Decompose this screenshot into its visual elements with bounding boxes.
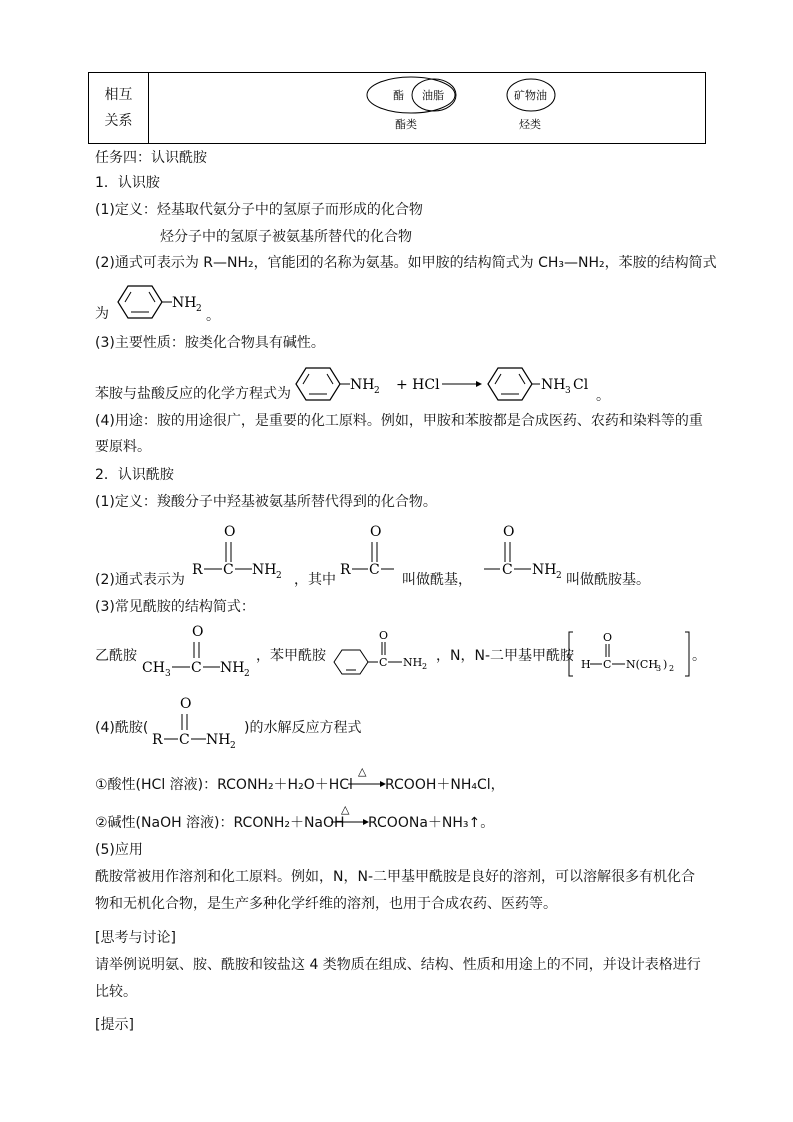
- acet-sub3: 3: [165, 669, 171, 679]
- wei-text: 为: [95, 306, 109, 322]
- amine-definition: (1)定义：烃基取代氨分子中的氢原子而形成的化合物: [95, 202, 423, 218]
- dmf-n: N(CH: [626, 658, 658, 671]
- application-1: 酰胺常被用作溶剂和化工原料。例如，N，N-二甲基甲酰胺是良好的溶剂，可以溶解很多有机化合: [95, 869, 695, 885]
- hyd-sub: 2: [230, 741, 236, 751]
- benzamide-structure: [330, 626, 440, 682]
- amine-use-2: 要原料。: [95, 439, 151, 455]
- aniline-nh: NH: [172, 295, 197, 311]
- think-2: 比较。: [95, 984, 137, 1000]
- aniline-hcl-reaction: [290, 362, 620, 406]
- amide-called: 叫做酰胺基。: [566, 572, 650, 588]
- acyl-o: O: [370, 524, 382, 540]
- among-text: ，其中: [294, 572, 336, 588]
- base-delta: △: [341, 803, 350, 816]
- venn-cell: [149, 73, 706, 144]
- acet-ch: CH: [142, 660, 165, 676]
- hydrolysis-b: )的水解反应方程式: [244, 720, 362, 736]
- acid-delta: △: [358, 765, 367, 778]
- benz-o: O: [379, 629, 389, 642]
- acidic-product: RCOOH＋NH₄Cl，: [385, 777, 505, 793]
- amide-c: C: [502, 562, 513, 578]
- application-2: 物和无机化合物，是生产多种化学纤维的溶剂，也用于合成农药、医药等。: [95, 896, 557, 912]
- acid-arrow: [348, 764, 386, 790]
- hyd-c: C: [179, 732, 190, 748]
- amide-hydrolysis-structure: [148, 694, 248, 752]
- reactant-nh: NH: [350, 377, 375, 393]
- hyd-r: R: [152, 732, 163, 748]
- mineral-oil-label: 矿物油: [514, 89, 547, 102]
- benzamide-label: ，苯甲酰胺: [256, 648, 326, 664]
- amide-general-formulas: [188, 520, 608, 586]
- o-atom: O: [224, 524, 236, 540]
- section2-title: 2．认识酰胺: [95, 467, 174, 483]
- basic-product: RCOONa＋NH₃↑。: [368, 815, 495, 831]
- fat-label: 油脂: [422, 89, 444, 102]
- amide-sub: 2: [556, 571, 562, 581]
- product-sub: 3: [565, 386, 571, 396]
- hyd-o: O: [180, 696, 192, 712]
- hydrolysis-a: (4)酰胺(: [95, 720, 149, 736]
- dmf-sub3: 3: [656, 664, 662, 673]
- reaction-period: 。: [596, 388, 610, 404]
- dmf-label: ，N，N-二甲基甲酰胺: [436, 648, 574, 664]
- dmf-h: H: [581, 658, 591, 671]
- benz-nh: NH: [403, 656, 423, 669]
- relation-label-text: 相互关系: [104, 87, 133, 129]
- general-label: (2)通式表示为: [95, 572, 185, 588]
- relation-label: [89, 73, 149, 144]
- nh-group: NH: [252, 562, 277, 578]
- acetamide-structure: [140, 620, 260, 680]
- c-atom: C: [223, 562, 234, 578]
- acet-o: O: [192, 624, 204, 640]
- ester-class-label: 酯类: [395, 118, 417, 131]
- dmf-o: O: [603, 631, 613, 644]
- r-group: R: [192, 562, 203, 578]
- amide-nh: NH: [532, 562, 557, 578]
- reaction-intro: 苯胺与盐酸反应的化学方程式为: [95, 386, 291, 402]
- dmf-close: ): [663, 658, 668, 671]
- dmf-sub2: 2: [669, 664, 675, 673]
- amide-o: O: [503, 524, 515, 540]
- relation-table: [88, 72, 706, 144]
- acyl-called: 叫做酰基，: [402, 572, 472, 588]
- amine-property: (3)主要性质：胺类化合物具有碱性。: [95, 335, 325, 351]
- venn-diagram: [149, 73, 705, 139]
- aniline-sub: 2: [196, 304, 202, 314]
- benz-sub: 2: [422, 662, 428, 671]
- amine-formula-line: (2)通式可表示为 R—NH₂，官能团的名称为氨基。如甲胺的结构简式为 CH₃—NH₂，苯胺的结构简式: [95, 255, 717, 271]
- dmf-c: C: [603, 658, 612, 671]
- acet-nh: NH: [220, 660, 245, 676]
- benz-c: C: [379, 656, 388, 669]
- amine-use-1: (4)用途：胺的用途很广，是重要的化工原料。例如，甲胺和苯胺都是合成医药、农药和染料等的重: [95, 413, 703, 429]
- think-1: 请举例说明氨、胺、酰胺和铵盐这 4 类物质在组成、结构、性质和用途上的不同，并设计表格进行: [95, 957, 701, 973]
- subscript: 2: [276, 571, 282, 581]
- hyd-nh: NH: [206, 732, 231, 748]
- amine-definition-alt: 烃分子中的氢原子被氨基所替代的化合物: [160, 229, 412, 245]
- acyl-c: C: [369, 562, 380, 578]
- acyl-r: R: [340, 562, 351, 578]
- acidic-hydrolysis: ①酸性(HCl 溶液)：RCONH₂＋H₂O＋HCl: [95, 777, 353, 793]
- dmf-end: 。: [692, 648, 706, 664]
- think-title: [思考与讨论]: [95, 930, 176, 946]
- dmf-structure: [565, 628, 697, 680]
- task4-title: 任务四：认识酰胺: [95, 150, 207, 166]
- acetamide-label: 乙酰胺: [95, 648, 137, 664]
- period: 。: [206, 308, 220, 324]
- product-cl: Cl: [573, 377, 589, 393]
- acet-sub2: 2: [244, 669, 250, 679]
- basic-hydrolysis: ②碱性(NaOH 溶液)：RCONH₂＋NaOH: [95, 815, 345, 831]
- section1-title: 1．认识胺: [95, 175, 160, 191]
- hint: [提示]: [95, 1017, 134, 1033]
- ester-label: 酯: [393, 89, 404, 102]
- common-amides-title: (3)常见酰胺的结构简式：: [95, 599, 255, 615]
- application-title: (5)应用: [95, 842, 143, 858]
- plus-hcl: + HCl: [396, 377, 440, 393]
- amide-definition: (1)定义：羧酸分子中羟基被氨基所替代得到的化合物。: [95, 494, 437, 510]
- reactant-sub: 2: [374, 386, 380, 396]
- acet-c: C: [191, 660, 202, 676]
- hydrocarbon-class-label: 烃类: [519, 118, 541, 131]
- product-nh: NH: [541, 377, 566, 393]
- base-arrow: [331, 802, 369, 828]
